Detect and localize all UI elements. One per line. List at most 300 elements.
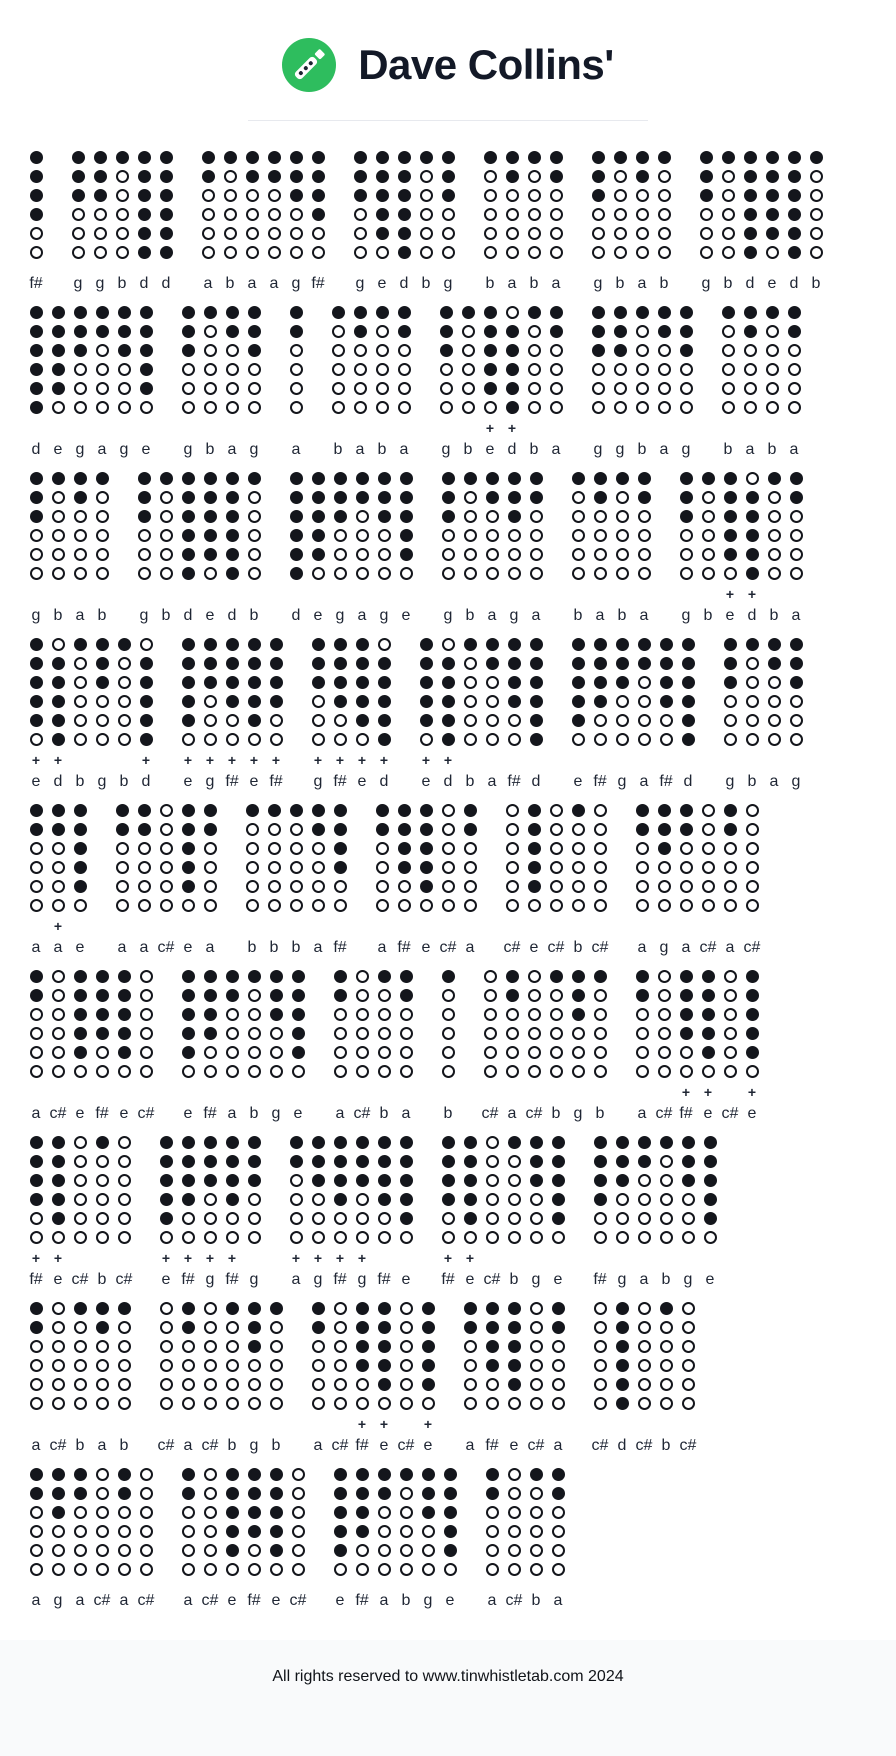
closed-hole-icon	[790, 657, 803, 670]
open-hole-icon	[658, 170, 671, 183]
fingering-diagram	[118, 1136, 131, 1250]
note-label: c#	[137, 1105, 155, 1122]
open-hole-icon	[312, 1212, 325, 1225]
closed-hole-icon	[398, 170, 411, 183]
open-hole-icon	[530, 1231, 543, 1244]
open-hole-icon	[682, 1340, 695, 1353]
open-hole-icon	[440, 401, 453, 414]
note-label: a	[507, 1105, 517, 1122]
note-label: g	[659, 939, 669, 956]
note-column	[501, 151, 523, 295]
open-hole-icon	[616, 510, 629, 523]
closed-hole-icon	[52, 695, 65, 708]
open-hole-icon	[506, 861, 519, 874]
closed-hole-icon	[334, 472, 347, 485]
note-label: a	[377, 939, 387, 956]
note-label: g	[139, 607, 149, 624]
closed-hole-icon	[464, 1155, 477, 1168]
open-hole-icon	[268, 861, 281, 874]
closed-hole-icon	[638, 491, 651, 504]
note-column	[677, 638, 699, 793]
fingering-diagram	[592, 306, 605, 420]
open-hole-icon	[638, 1231, 651, 1244]
closed-hole-icon	[616, 1302, 629, 1315]
note-column	[525, 1468, 547, 1612]
open-hole-icon	[138, 880, 151, 893]
octave-plus-mark: +	[747, 1084, 757, 1100]
open-hole-icon	[138, 567, 151, 580]
open-hole-icon	[96, 1155, 109, 1168]
note-label: b	[465, 773, 475, 790]
note-label: g	[53, 1592, 63, 1609]
note-column	[47, 1468, 69, 1612]
closed-hole-icon	[378, 1155, 391, 1168]
note-column	[219, 151, 241, 295]
open-hole-icon	[30, 1525, 43, 1538]
open-hole-icon	[636, 1046, 649, 1059]
open-hole-icon	[118, 1525, 131, 1538]
note-column	[611, 1136, 633, 1291]
note-column	[523, 151, 545, 295]
closed-hole-icon	[160, 151, 173, 164]
open-hole-icon	[486, 676, 499, 689]
fingering-diagram	[552, 1468, 565, 1582]
open-hole-icon	[118, 1065, 131, 1078]
open-hole-icon	[464, 695, 477, 708]
note-column	[25, 1136, 47, 1291]
closed-hole-icon	[182, 638, 195, 651]
closed-hole-icon	[700, 189, 713, 202]
fingering-diagram	[572, 804, 585, 918]
closed-hole-icon	[636, 804, 649, 817]
closed-hole-icon	[356, 1321, 369, 1334]
closed-hole-icon	[746, 1046, 759, 1059]
open-hole-icon	[422, 1563, 435, 1576]
open-hole-icon	[592, 246, 605, 259]
note-column	[25, 804, 47, 959]
open-hole-icon	[204, 1468, 217, 1481]
note-column	[113, 306, 135, 461]
open-hole-icon	[746, 861, 759, 874]
open-hole-icon	[30, 1008, 43, 1021]
note-label: g	[443, 607, 453, 624]
note-group	[481, 1468, 569, 1612]
open-hole-icon	[224, 227, 237, 240]
open-hole-icon	[270, 1340, 283, 1353]
open-hole-icon	[528, 227, 541, 240]
note-label: f#	[355, 1592, 369, 1609]
closed-hole-icon	[248, 1506, 261, 1519]
open-hole-icon	[572, 823, 585, 836]
open-hole-icon	[248, 363, 261, 376]
note-column	[589, 970, 611, 1125]
note-column	[69, 306, 91, 461]
open-hole-icon	[594, 1212, 607, 1225]
open-hole-icon	[636, 1008, 649, 1021]
open-hole-icon	[30, 1544, 43, 1557]
closed-hole-icon	[442, 472, 455, 485]
note-group	[177, 970, 309, 1125]
open-hole-icon	[334, 1027, 347, 1040]
note-column	[135, 1468, 157, 1612]
note-column	[545, 151, 567, 295]
note-label: e	[747, 1105, 757, 1122]
tab-row	[25, 804, 875, 959]
open-hole-icon	[94, 246, 107, 259]
closed-hole-icon	[508, 1136, 521, 1149]
note-label: b	[661, 1437, 671, 1454]
fingering-diagram	[376, 804, 389, 918]
fingering-diagram	[528, 970, 541, 1084]
closed-hole-icon	[52, 1468, 65, 1481]
closed-hole-icon	[788, 306, 801, 319]
closed-hole-icon	[118, 1027, 131, 1040]
octave-plus-mark: +	[227, 752, 237, 768]
open-hole-icon	[464, 861, 477, 874]
open-hole-icon	[552, 1563, 565, 1576]
open-hole-icon	[506, 306, 519, 319]
closed-hole-icon	[508, 1340, 521, 1353]
open-hole-icon	[486, 1378, 499, 1391]
closed-hole-icon	[356, 638, 369, 651]
closed-hole-icon	[616, 1155, 629, 1168]
open-hole-icon	[638, 1174, 651, 1187]
note-label: d	[443, 773, 453, 790]
closed-hole-icon	[248, 970, 261, 983]
open-hole-icon	[118, 695, 131, 708]
open-hole-icon	[788, 344, 801, 357]
closed-hole-icon	[442, 1174, 455, 1187]
open-hole-icon	[204, 401, 217, 414]
closed-hole-icon	[204, 510, 217, 523]
note-column	[503, 1302, 525, 1457]
note-column	[503, 1136, 525, 1291]
closed-hole-icon	[422, 1506, 435, 1519]
octave-plus-mark: +	[443, 1250, 453, 1266]
open-hole-icon	[636, 227, 649, 240]
open-hole-icon	[118, 733, 131, 746]
note-column	[655, 1302, 677, 1457]
open-hole-icon	[290, 899, 303, 912]
open-hole-icon	[746, 1065, 759, 1078]
closed-hole-icon	[680, 970, 693, 983]
open-hole-icon	[572, 548, 585, 561]
octave-plus-mark: +	[205, 1250, 215, 1266]
fingering-diagram	[354, 151, 367, 265]
note-column	[241, 804, 263, 959]
open-hole-icon	[790, 510, 803, 523]
closed-hole-icon	[636, 170, 649, 183]
open-hole-icon	[442, 823, 455, 836]
closed-hole-icon	[226, 491, 239, 504]
closed-hole-icon	[744, 325, 757, 338]
fingering-diagram	[464, 804, 477, 918]
open-hole-icon	[486, 1544, 499, 1557]
open-hole-icon	[484, 1046, 497, 1059]
fingering-diagram	[680, 804, 693, 918]
closed-hole-icon	[660, 1136, 673, 1149]
note-label: b	[291, 939, 301, 956]
open-hole-icon	[378, 1563, 391, 1576]
fingering-diagram	[766, 151, 779, 265]
closed-hole-icon	[528, 804, 541, 817]
fingering-diagram	[508, 472, 521, 586]
open-hole-icon	[292, 1544, 305, 1557]
closed-hole-icon	[486, 1359, 499, 1372]
closed-hole-icon	[334, 638, 347, 651]
fingering-diagram	[376, 306, 389, 420]
note-group	[25, 306, 157, 461]
open-hole-icon	[486, 1525, 499, 1538]
closed-hole-icon	[530, 1468, 543, 1481]
closed-hole-icon	[552, 1321, 565, 1334]
note-column	[111, 804, 133, 959]
open-hole-icon	[442, 1008, 455, 1021]
closed-hole-icon	[508, 1321, 521, 1334]
closed-hole-icon	[744, 306, 757, 319]
open-hole-icon	[182, 1212, 195, 1225]
closed-hole-icon	[334, 1544, 347, 1557]
open-hole-icon	[74, 548, 87, 561]
note-label: f#	[225, 773, 239, 790]
tab-row	[25, 1468, 875, 1612]
closed-hole-icon	[182, 1027, 195, 1040]
open-hole-icon	[658, 363, 671, 376]
closed-hole-icon	[290, 1136, 303, 1149]
note-label: d	[139, 275, 149, 292]
note-column	[25, 472, 47, 627]
closed-hole-icon	[52, 325, 65, 338]
fingering-diagram	[378, 1136, 391, 1250]
open-hole-icon	[486, 1136, 499, 1149]
note-label: e	[767, 275, 777, 292]
closed-hole-icon	[508, 1378, 521, 1391]
fingering-diagram	[680, 306, 693, 420]
open-hole-icon	[442, 638, 455, 651]
open-hole-icon	[572, 842, 585, 855]
note-column	[567, 638, 589, 793]
open-hole-icon	[52, 510, 65, 523]
open-hole-icon	[572, 1046, 585, 1059]
note-column	[761, 151, 783, 295]
open-hole-icon	[356, 567, 369, 580]
open-hole-icon	[810, 227, 823, 240]
note-column	[459, 472, 481, 627]
open-hole-icon	[442, 842, 455, 855]
closed-hole-icon	[508, 695, 521, 708]
note-label: d	[747, 607, 757, 624]
fingering-diagram	[700, 151, 713, 265]
fingering-diagram	[788, 151, 801, 265]
open-hole-icon	[204, 842, 217, 855]
closed-hole-icon	[356, 695, 369, 708]
fingering-diagram	[528, 306, 541, 420]
note-label: e	[271, 1592, 281, 1609]
fingering-diagram	[660, 1136, 673, 1250]
note-column	[763, 638, 785, 793]
fingering-diagram	[30, 306, 43, 420]
fingering-diagram	[530, 1302, 543, 1416]
open-hole-icon	[528, 1008, 541, 1021]
open-hole-icon	[74, 676, 87, 689]
open-hole-icon	[442, 861, 455, 874]
open-hole-icon	[74, 1155, 87, 1168]
closed-hole-icon	[30, 1302, 43, 1315]
closed-hole-icon	[226, 1487, 239, 1500]
open-hole-icon	[506, 227, 519, 240]
open-hole-icon	[530, 1397, 543, 1410]
open-hole-icon	[204, 325, 217, 338]
closed-hole-icon	[422, 1321, 435, 1334]
open-hole-icon	[746, 842, 759, 855]
open-hole-icon	[30, 1027, 43, 1040]
closed-hole-icon	[226, 676, 239, 689]
fingering-diagram	[204, 472, 217, 586]
closed-hole-icon	[118, 325, 131, 338]
note-column	[501, 804, 523, 959]
open-hole-icon	[248, 567, 261, 580]
note-column	[763, 472, 785, 627]
closed-hole-icon	[614, 306, 627, 319]
open-hole-icon	[660, 714, 673, 727]
fingering-diagram	[182, 970, 195, 1084]
open-hole-icon	[204, 1525, 217, 1538]
open-hole-icon	[204, 382, 217, 395]
octave-plus-mark: +	[161, 1250, 171, 1266]
open-hole-icon	[594, 1340, 607, 1353]
closed-hole-icon	[116, 151, 129, 164]
octave-plus-mark: +	[205, 752, 215, 768]
open-hole-icon	[224, 208, 237, 221]
fingering-diagram	[422, 1468, 435, 1582]
open-hole-icon	[722, 208, 735, 221]
header	[0, 0, 896, 92]
open-hole-icon	[594, 899, 607, 912]
closed-hole-icon	[74, 638, 87, 651]
closed-hole-icon	[160, 472, 173, 485]
closed-hole-icon	[420, 880, 433, 893]
note-column	[437, 151, 459, 295]
closed-hole-icon	[74, 989, 87, 1002]
closed-hole-icon	[290, 306, 303, 319]
fingering-diagram	[638, 1136, 651, 1250]
note-column	[805, 151, 827, 295]
note-column	[47, 306, 69, 461]
note-label: e	[293, 1105, 303, 1122]
open-hole-icon	[332, 344, 345, 357]
closed-hole-icon	[398, 151, 411, 164]
note-column	[459, 1136, 481, 1291]
note-label: a	[97, 1437, 107, 1454]
closed-hole-icon	[356, 714, 369, 727]
note-column	[221, 1136, 243, 1291]
open-hole-icon	[118, 1563, 131, 1576]
note-label: a	[553, 1592, 563, 1609]
open-hole-icon	[270, 1065, 283, 1078]
closed-hole-icon	[334, 1525, 347, 1538]
closed-hole-icon	[334, 861, 347, 874]
fingering-diagram	[658, 151, 671, 265]
open-hole-icon	[30, 1065, 43, 1078]
open-hole-icon	[160, 529, 173, 542]
open-hole-icon	[638, 1359, 651, 1372]
open-hole-icon	[226, 1563, 239, 1576]
open-hole-icon	[226, 1378, 239, 1391]
open-hole-icon	[118, 1378, 131, 1391]
open-hole-icon	[658, 189, 671, 202]
note-column	[285, 1136, 307, 1291]
open-hole-icon	[312, 733, 325, 746]
open-hole-icon	[462, 344, 475, 357]
note-group	[285, 1136, 417, 1291]
closed-hole-icon	[138, 151, 151, 164]
closed-hole-icon	[226, 1193, 239, 1206]
note-label: g	[249, 441, 259, 458]
closed-hole-icon	[96, 1027, 109, 1040]
closed-hole-icon	[356, 676, 369, 689]
octave-plus-mark: +	[357, 1416, 367, 1432]
closed-hole-icon	[378, 1193, 391, 1206]
note-label: a	[487, 1592, 497, 1609]
closed-hole-icon	[334, 989, 347, 1002]
note-label: d	[379, 773, 389, 790]
closed-hole-icon	[746, 989, 759, 1002]
open-hole-icon	[52, 1340, 65, 1353]
open-hole-icon	[332, 325, 345, 338]
open-hole-icon	[52, 899, 65, 912]
open-hole-icon	[334, 880, 347, 893]
fingering-diagram	[442, 151, 455, 265]
open-hole-icon	[140, 989, 153, 1002]
closed-hole-icon	[248, 657, 261, 670]
closed-hole-icon	[528, 823, 541, 836]
note-group	[587, 151, 675, 295]
fingering-diagram	[722, 306, 735, 420]
closed-hole-icon	[334, 1174, 347, 1187]
open-hole-icon	[550, 861, 563, 874]
note-label: a	[639, 607, 649, 624]
closed-hole-icon	[378, 510, 391, 523]
note-label: a	[53, 939, 63, 956]
note-column	[373, 638, 395, 793]
open-hole-icon	[680, 1065, 693, 1078]
fingering-diagram	[182, 1136, 195, 1250]
note-column	[199, 472, 221, 627]
open-hole-icon	[722, 363, 735, 376]
open-hole-icon	[572, 899, 585, 912]
open-hole-icon	[702, 804, 715, 817]
note-label: b	[661, 1271, 671, 1288]
closed-hole-icon	[680, 306, 693, 319]
closed-hole-icon	[680, 472, 693, 485]
closed-hole-icon	[572, 638, 585, 651]
open-hole-icon	[376, 861, 389, 874]
note-column	[91, 1136, 113, 1291]
open-hole-icon	[140, 401, 153, 414]
open-hole-icon	[572, 529, 585, 542]
closed-hole-icon	[30, 695, 43, 708]
note-label: b	[225, 275, 235, 292]
closed-hole-icon	[378, 714, 391, 727]
open-hole-icon	[376, 401, 389, 414]
open-hole-icon	[550, 1027, 563, 1040]
open-hole-icon	[30, 842, 43, 855]
note-label: d	[31, 441, 41, 458]
octave-plus-mark: +	[379, 1416, 389, 1432]
note-column	[113, 1468, 135, 1612]
note-label: a	[313, 1437, 323, 1454]
note-column	[437, 804, 459, 959]
